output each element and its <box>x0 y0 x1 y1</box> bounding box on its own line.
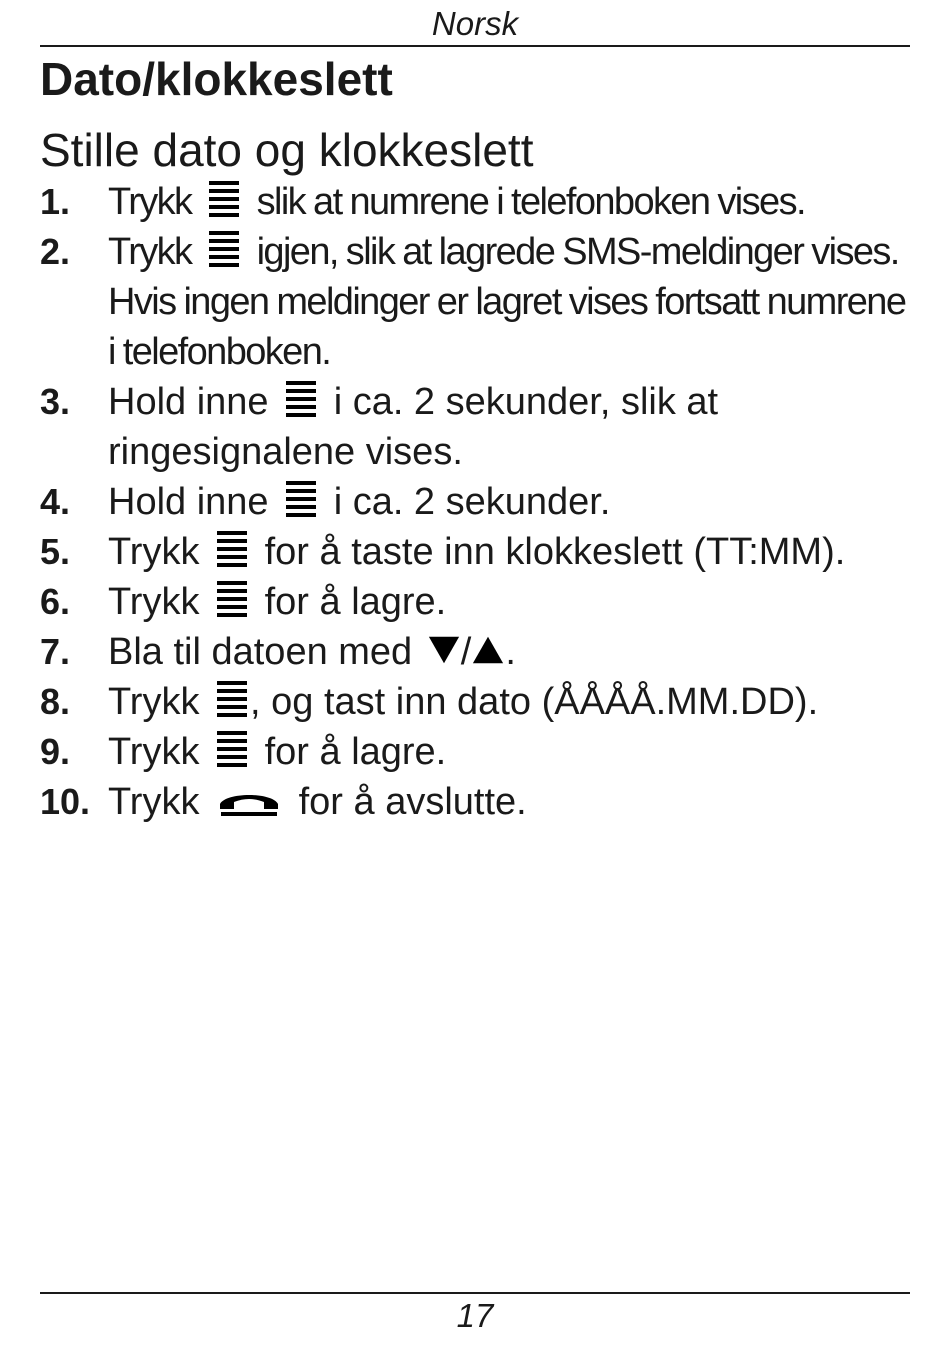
menu-icon <box>206 229 242 269</box>
list-item <box>40 377 920 477</box>
menu-icon <box>214 679 250 719</box>
step-text: for å lagre. <box>264 731 447 773</box>
step-text: igjen, slik at lagrede SMS-meldinger vises. Hvis ingen meldinger er lagret vises fortsatt numrene i telefonboken. <box>108 231 906 373</box>
menu-icon <box>283 479 319 519</box>
list-item <box>40 477 920 527</box>
step-text: Trykk <box>108 781 200 823</box>
step-number: 2. <box>40 231 71 272</box>
list-item <box>40 227 920 377</box>
menu-icon <box>283 379 319 419</box>
step-text: Trykk <box>108 181 192 223</box>
step-text: Trykk <box>108 231 192 273</box>
list-item <box>40 677 920 727</box>
running-head: Norsk <box>431 5 519 42</box>
list-item <box>40 177 920 227</box>
step-number: 9. <box>40 731 71 772</box>
step-text: Trykk <box>108 731 200 773</box>
step-number: 4. <box>40 481 71 522</box>
step-text: Trykk <box>108 581 200 623</box>
list-item <box>40 777 920 827</box>
menu-icon <box>214 529 250 569</box>
step-number: 6. <box>40 581 71 622</box>
step-text: i ca. 2 sekunder, slik at ringesignalene vises. <box>108 381 719 473</box>
arrow-down-icon <box>427 633 461 667</box>
step-number: 3. <box>40 381 71 422</box>
page-title: Dato/klokkeslett <box>40 53 393 105</box>
list-item <box>40 577 920 627</box>
step-number: 8. <box>40 681 71 722</box>
step-text: for å taste inn klokkeslett (TT:MM). <box>264 531 846 573</box>
end-call-icon <box>218 788 280 818</box>
step-text: Bla til datoen med <box>108 631 413 673</box>
step-number: 7. <box>40 631 71 672</box>
step-number: 5. <box>40 531 71 572</box>
section-subtitle: Stille dato og klokkeslett <box>40 124 534 176</box>
menu-icon <box>214 729 250 769</box>
instruction-list <box>40 177 920 827</box>
list-item <box>40 527 920 577</box>
header-rule <box>40 45 910 47</box>
step-number: 1. <box>40 181 71 222</box>
step-text: / <box>460 631 472 673</box>
step-text: for å avslutte. <box>298 781 527 823</box>
page-number: 17 <box>456 1297 494 1334</box>
step-text: slik at numrene i telefonboken vises. <box>256 181 805 223</box>
step-text: Trykk <box>108 681 200 723</box>
step-text: . <box>505 631 516 673</box>
list-item <box>40 627 920 677</box>
step-number: 10. <box>40 781 91 822</box>
menu-icon <box>214 579 250 619</box>
step-text: Hold inne <box>108 381 269 423</box>
arrow-up-icon <box>471 633 505 667</box>
step-text: , og tast inn dato (ÅÅÅÅ.MM.DD). <box>250 681 819 723</box>
step-text: for å lagre. <box>264 581 447 623</box>
step-text: i ca. 2 sekunder. <box>333 481 611 523</box>
list-item <box>40 727 920 777</box>
step-text: Hold inne <box>108 481 269 523</box>
footer-rule <box>40 1292 910 1294</box>
menu-icon <box>206 179 242 219</box>
step-text: Trykk <box>108 531 200 573</box>
